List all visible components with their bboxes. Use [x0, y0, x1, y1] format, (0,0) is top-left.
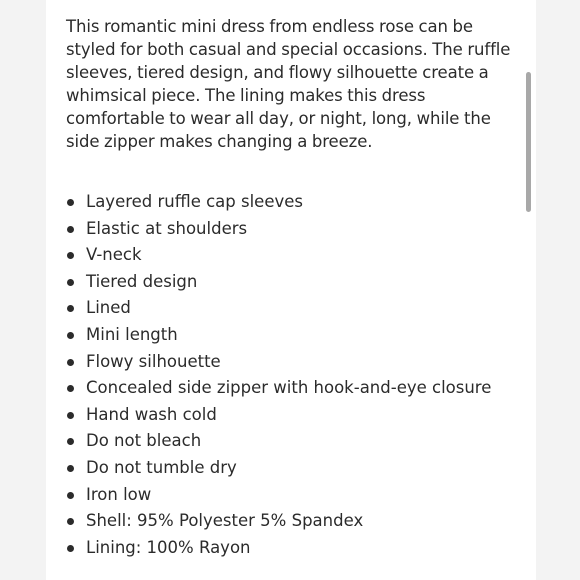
feature-text: Iron low	[86, 484, 152, 504]
feature-text: Do not bleach	[86, 431, 202, 451]
list-item	[66, 428, 491, 455]
bullet-icon	[67, 438, 74, 445]
list-item	[66, 508, 491, 535]
bullet-icon	[67, 518, 74, 525]
feature-text: Concealed side zipper with hook-and-eye closure	[86, 378, 492, 398]
list-item	[66, 375, 491, 402]
feature-text: Lined	[86, 298, 131, 318]
feature-text: Lining: 100% Rayon	[86, 537, 251, 557]
list-item	[66, 402, 491, 429]
list-item	[66, 455, 491, 482]
bullet-icon	[67, 385, 74, 392]
feature-text: Layered ruffle cap sleeves	[86, 192, 303, 211]
feature-text: Elastic at shoulders	[86, 218, 248, 238]
list-item	[66, 535, 491, 562]
list-item	[66, 269, 491, 296]
list-item	[66, 349, 491, 376]
list-item	[66, 295, 491, 322]
list-item	[66, 482, 491, 509]
bullet-icon	[67, 492, 74, 499]
product-details-panel	[46, 0, 536, 580]
bullet-icon	[67, 279, 74, 286]
list-item	[66, 189, 491, 216]
list-item	[66, 322, 491, 349]
feature-text: V-neck	[86, 245, 142, 265]
product-description: This romantic mini dress from endless rose can be styled for both casual and special occasions. The ruffle sleeves, tiered design, and flowy silhouette create a whimsical piece. The lining makes this dress comfortable to wear all day, or night, long, while the side zipper makes changing a breeze.	[66, 17, 511, 151]
bullet-icon	[67, 305, 74, 312]
bullet-icon	[67, 226, 74, 233]
feature-text: Do not tumble dry	[86, 457, 237, 477]
list-item	[66, 216, 491, 243]
bullet-icon	[67, 332, 74, 339]
bullet-icon	[67, 199, 74, 206]
feature-text: Tiered design	[86, 271, 198, 291]
bullet-icon	[67, 252, 74, 259]
bullet-icon	[67, 465, 74, 472]
list-item	[66, 242, 491, 269]
bullet-icon	[67, 412, 74, 419]
feature-text: Shell: 95% Polyester 5% Spandex	[86, 511, 364, 531]
scrollbar-thumb[interactable]	[526, 72, 531, 212]
feature-text: Hand wash cold	[86, 404, 217, 424]
feature-text: Flowy silhouette	[86, 351, 221, 371]
feature-text: Mini length	[86, 324, 178, 344]
feature-list	[66, 189, 491, 561]
bullet-icon	[67, 545, 74, 552]
bullet-icon	[67, 359, 74, 366]
